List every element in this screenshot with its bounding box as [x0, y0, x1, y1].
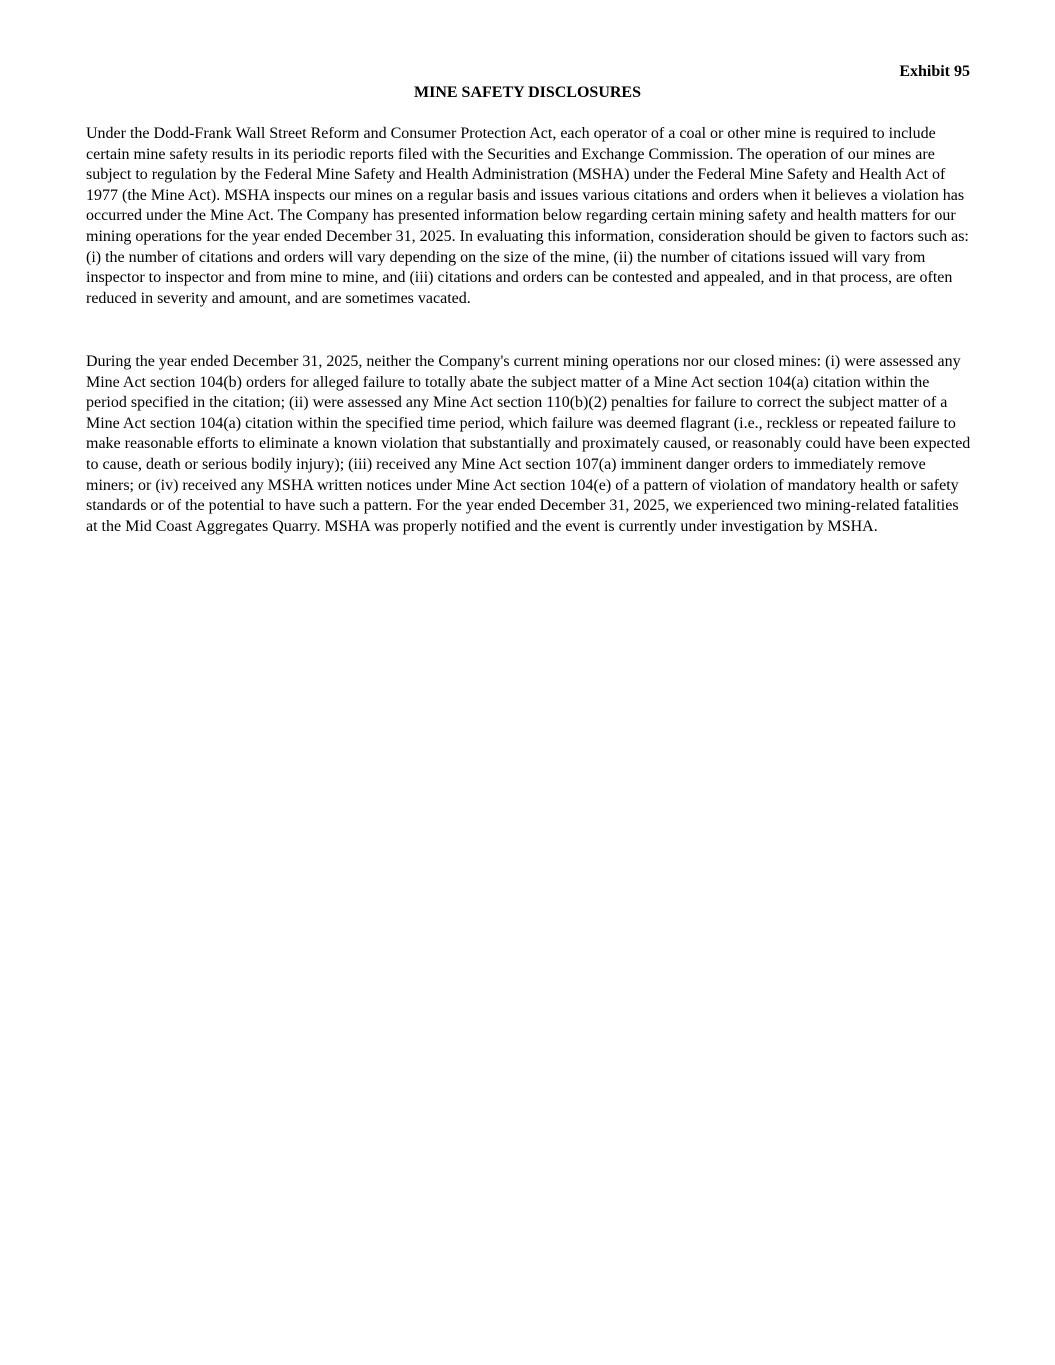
page-title: MINE SAFETY DISCLOSURES	[413, 84, 641, 101]
exhibit-label: Exhibit 95	[899, 63, 970, 80]
paragraph-intro: Under the Dodd-Frank Wall Street Reform and Consumer Protection Act, each operator of a coal or other mine is required to include certain mine safety results in its periodic reports filed with the Securities and Exchange Commission. The operation of our mines are subject to regulation by the Federal Mine Safety and Health Administration (MSHA) under the Federal Mine Safety and Health Act of 1977 (the Mine Act). MSHA inspects our mines on a regular basis and issues various citations and orders when it believes a violation has occurred under the Mine Act. The Company has presented information below regarding certain mining safety and health matters for our mining operations for the year ended December 31, 2025. In evaluating this information, consideration should be given to factors such as: (i) the number of citations and orders will vary depending on the size of the mine, (ii) the number of citations issued will vary from inspector to inspector and from mine to mine, and (iii) citations and orders can be contested and appealed, and in that process, are often reduced in severity and amount, and are sometimes vacated.	[86, 125, 969, 307]
paragraph-disclosures: During the year ended December 31, 2025, neither the Company's current mining operations nor our closed mines: (i) were assessed any Mine Act section 104(b) orders for alleged failure to totally abate the subject matter of a Mine Act section 104(a) citation within the period specified in the citation; (ii) were assessed any Mine Act section 110(b)(2) penalties for failure to correct the subject matter of a Mine Act section 104(a) citation within the specified time period, which failure was deemed flagrant (i.e., reckless or repeated failure to make reasonable efforts to eliminate a known violation that substantially and proximately caused, or reasonably could have been expected to cause, death or serious bodily injury); (iii) received any Mine Act section 107(a) imminent danger orders to immediately remove miners; or (iv) received any MSHA written notices under Mine Act section 104(e) of a pattern of violation of mandatory health or safety standards or of the potential to have such a pattern. For the year ended December 31, 2025, we experienced two mining-related fatalities at the Mid Coast Aggregates Quarry. MSHA was properly notified and the event is currently under investigation by MSHA.	[86, 353, 971, 535]
